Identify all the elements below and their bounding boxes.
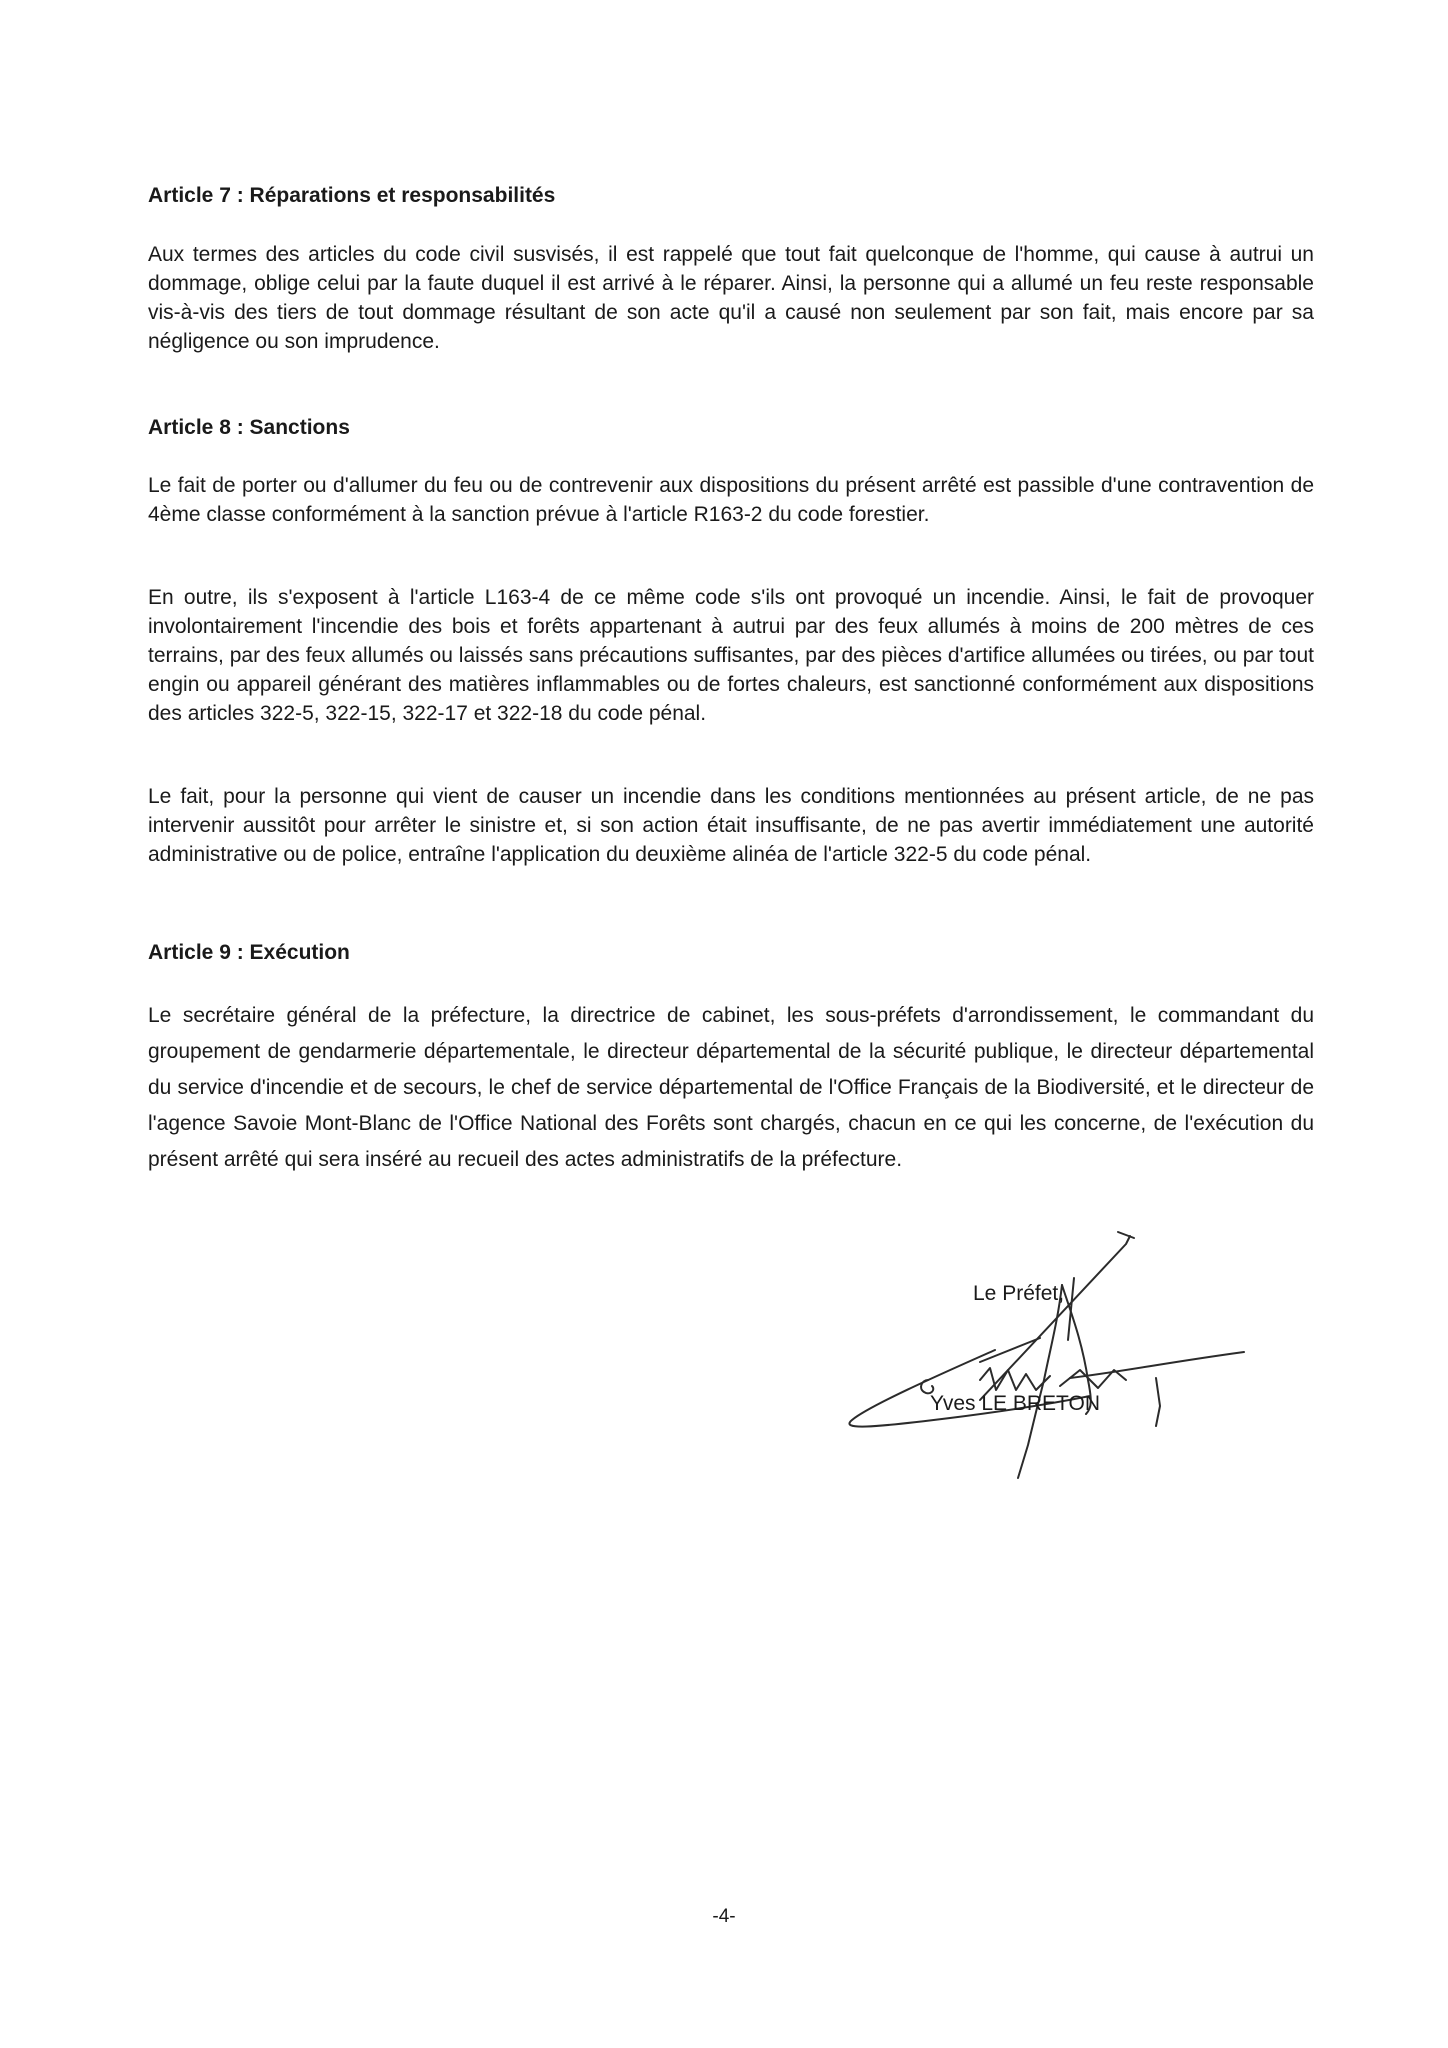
- signatory-title: Le Préfet,: [973, 1282, 1065, 1305]
- article-9-paragraph: Le secrétaire général de la préfecture, la directrice de cabinet, les sous-préfets d'arrondissement, le commandant du groupement de gendarmerie départementale, le directeur départemental de la sécurité publique, le directeur départemental du service d'incendie et de secours, le chef de service départemental de l'Office Français de la Biodiversité, et le directeur de l'agence Savoie Mont-Blanc de l'Office National des Forêts sont chargés, chacun en ce qui les concerne, de l'exécution du présent arrêté qui sera inséré au recueil des actes administratifs de la préfecture.: [148, 1004, 1314, 1171]
- article-8-paragraph-1: Le fait de porter ou d'allumer du feu ou de contrevenir aux dispositions du présent arrêté est passible d'une contravention de 4ème classe conformément à la sanction prévue à l'article R163-2 du code forestier.: [148, 474, 1314, 526]
- handwritten-signature: [830, 1230, 1270, 1490]
- article-7-heading: Article 7 : Réparations et responsabilités: [148, 184, 556, 207]
- article-8-paragraph-2: En outre, ils s'exposent à l'article L163-4 de ce même code s'ils ont provoqué un incendie. Ainsi, le fait de provoquer involontairement l'incendie des bois et forêts appartenant à autrui par des feux allumés à moins de 200 mètres de ces terrains, par des feux allumés ou laissés sans précautions suffisantes, par des pièces d'artifice allumées ou tirées, ou par tout engin ou appareil générant des matières inflammables ou de fortes chaleurs, est sanctionné conformément aux dispositions des articles 322-5, 322-15, 322-17 et 322-18 du code pénal.: [148, 586, 1314, 725]
- signatory-name: Yves LE BRETON: [930, 1392, 1101, 1415]
- article-8-paragraph-3: Le fait, pour la personne qui vient de causer un incendie dans les conditions mentionnées au présent article, de ne pas intervenir aussitôt pour arrêter le sinistre et, si son action était insuffisante, de ne pas avertir immédiatement une autorité administrative ou de police, entraîne l'application du deuxième alinéa de l'article 322-5 du code pénal.: [148, 785, 1314, 866]
- signature-block: [830, 1230, 1270, 1490]
- page-number: -4-: [712, 1906, 736, 1927]
- article-8-heading: Article 8 : Sanctions: [148, 416, 350, 439]
- article-7-paragraph: Aux termes des articles du code civil susvisés, il est rappelé que tout fait quelconque de l'homme, qui cause à autrui un dommage, oblige celui par la faute duquel il est arrivé à le réparer. Ainsi, la personne qui a allumé un feu reste responsable vis-à-vis des tiers de tout dommage résultant de son acte qu'il a causé non seulement par son fait, mais encore par sa négligence ou son imprudence.: [148, 243, 1314, 353]
- article-9-heading: Article 9 : Exécution: [148, 941, 350, 964]
